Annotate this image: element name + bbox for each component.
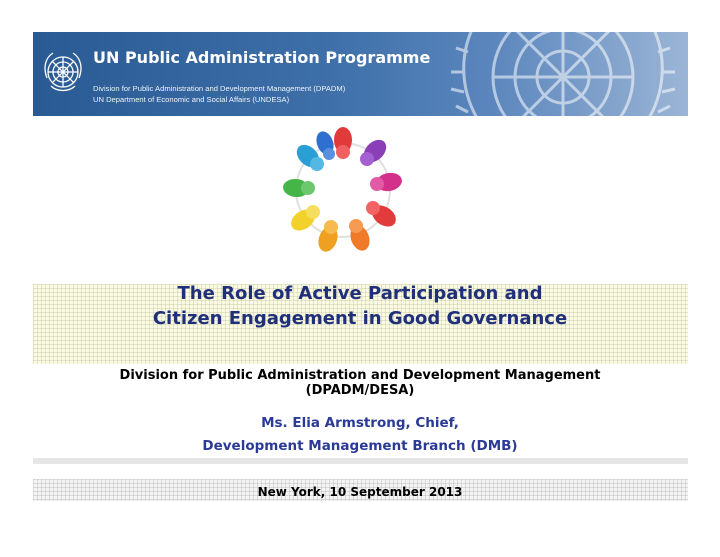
presentation-title-line2: Citizen Engagement in Good Governance	[152, 308, 568, 329]
people-circle-illustration	[263, 120, 423, 260]
un-emblem-icon	[37, 48, 89, 100]
banner-subtitle-undesa: UN Department of Economic and Social Affairs (UNDESA)	[93, 95, 290, 104]
banner-title: UN Public Administration Programme	[93, 48, 431, 67]
header-banner	[33, 32, 688, 116]
presentation-date: New York, 10 September 2013	[257, 485, 463, 499]
presentation-title-line1: The Role of Active Participation and	[177, 283, 543, 304]
un-emblem-watermark-icon	[428, 32, 688, 116]
presenter-name: Ms. Elia Armstrong, Chief,	[261, 415, 459, 431]
division-acronym: (DPADM/DESA)	[305, 383, 415, 398]
divider	[33, 458, 688, 464]
presenter-branch: Development Management Branch (DMB)	[202, 438, 518, 454]
banner-subtitle-dpadm: Division for Public Administration and Development Management (DPADM)	[93, 84, 346, 93]
division-name: Division for Public Administration and Development Management	[119, 368, 601, 383]
